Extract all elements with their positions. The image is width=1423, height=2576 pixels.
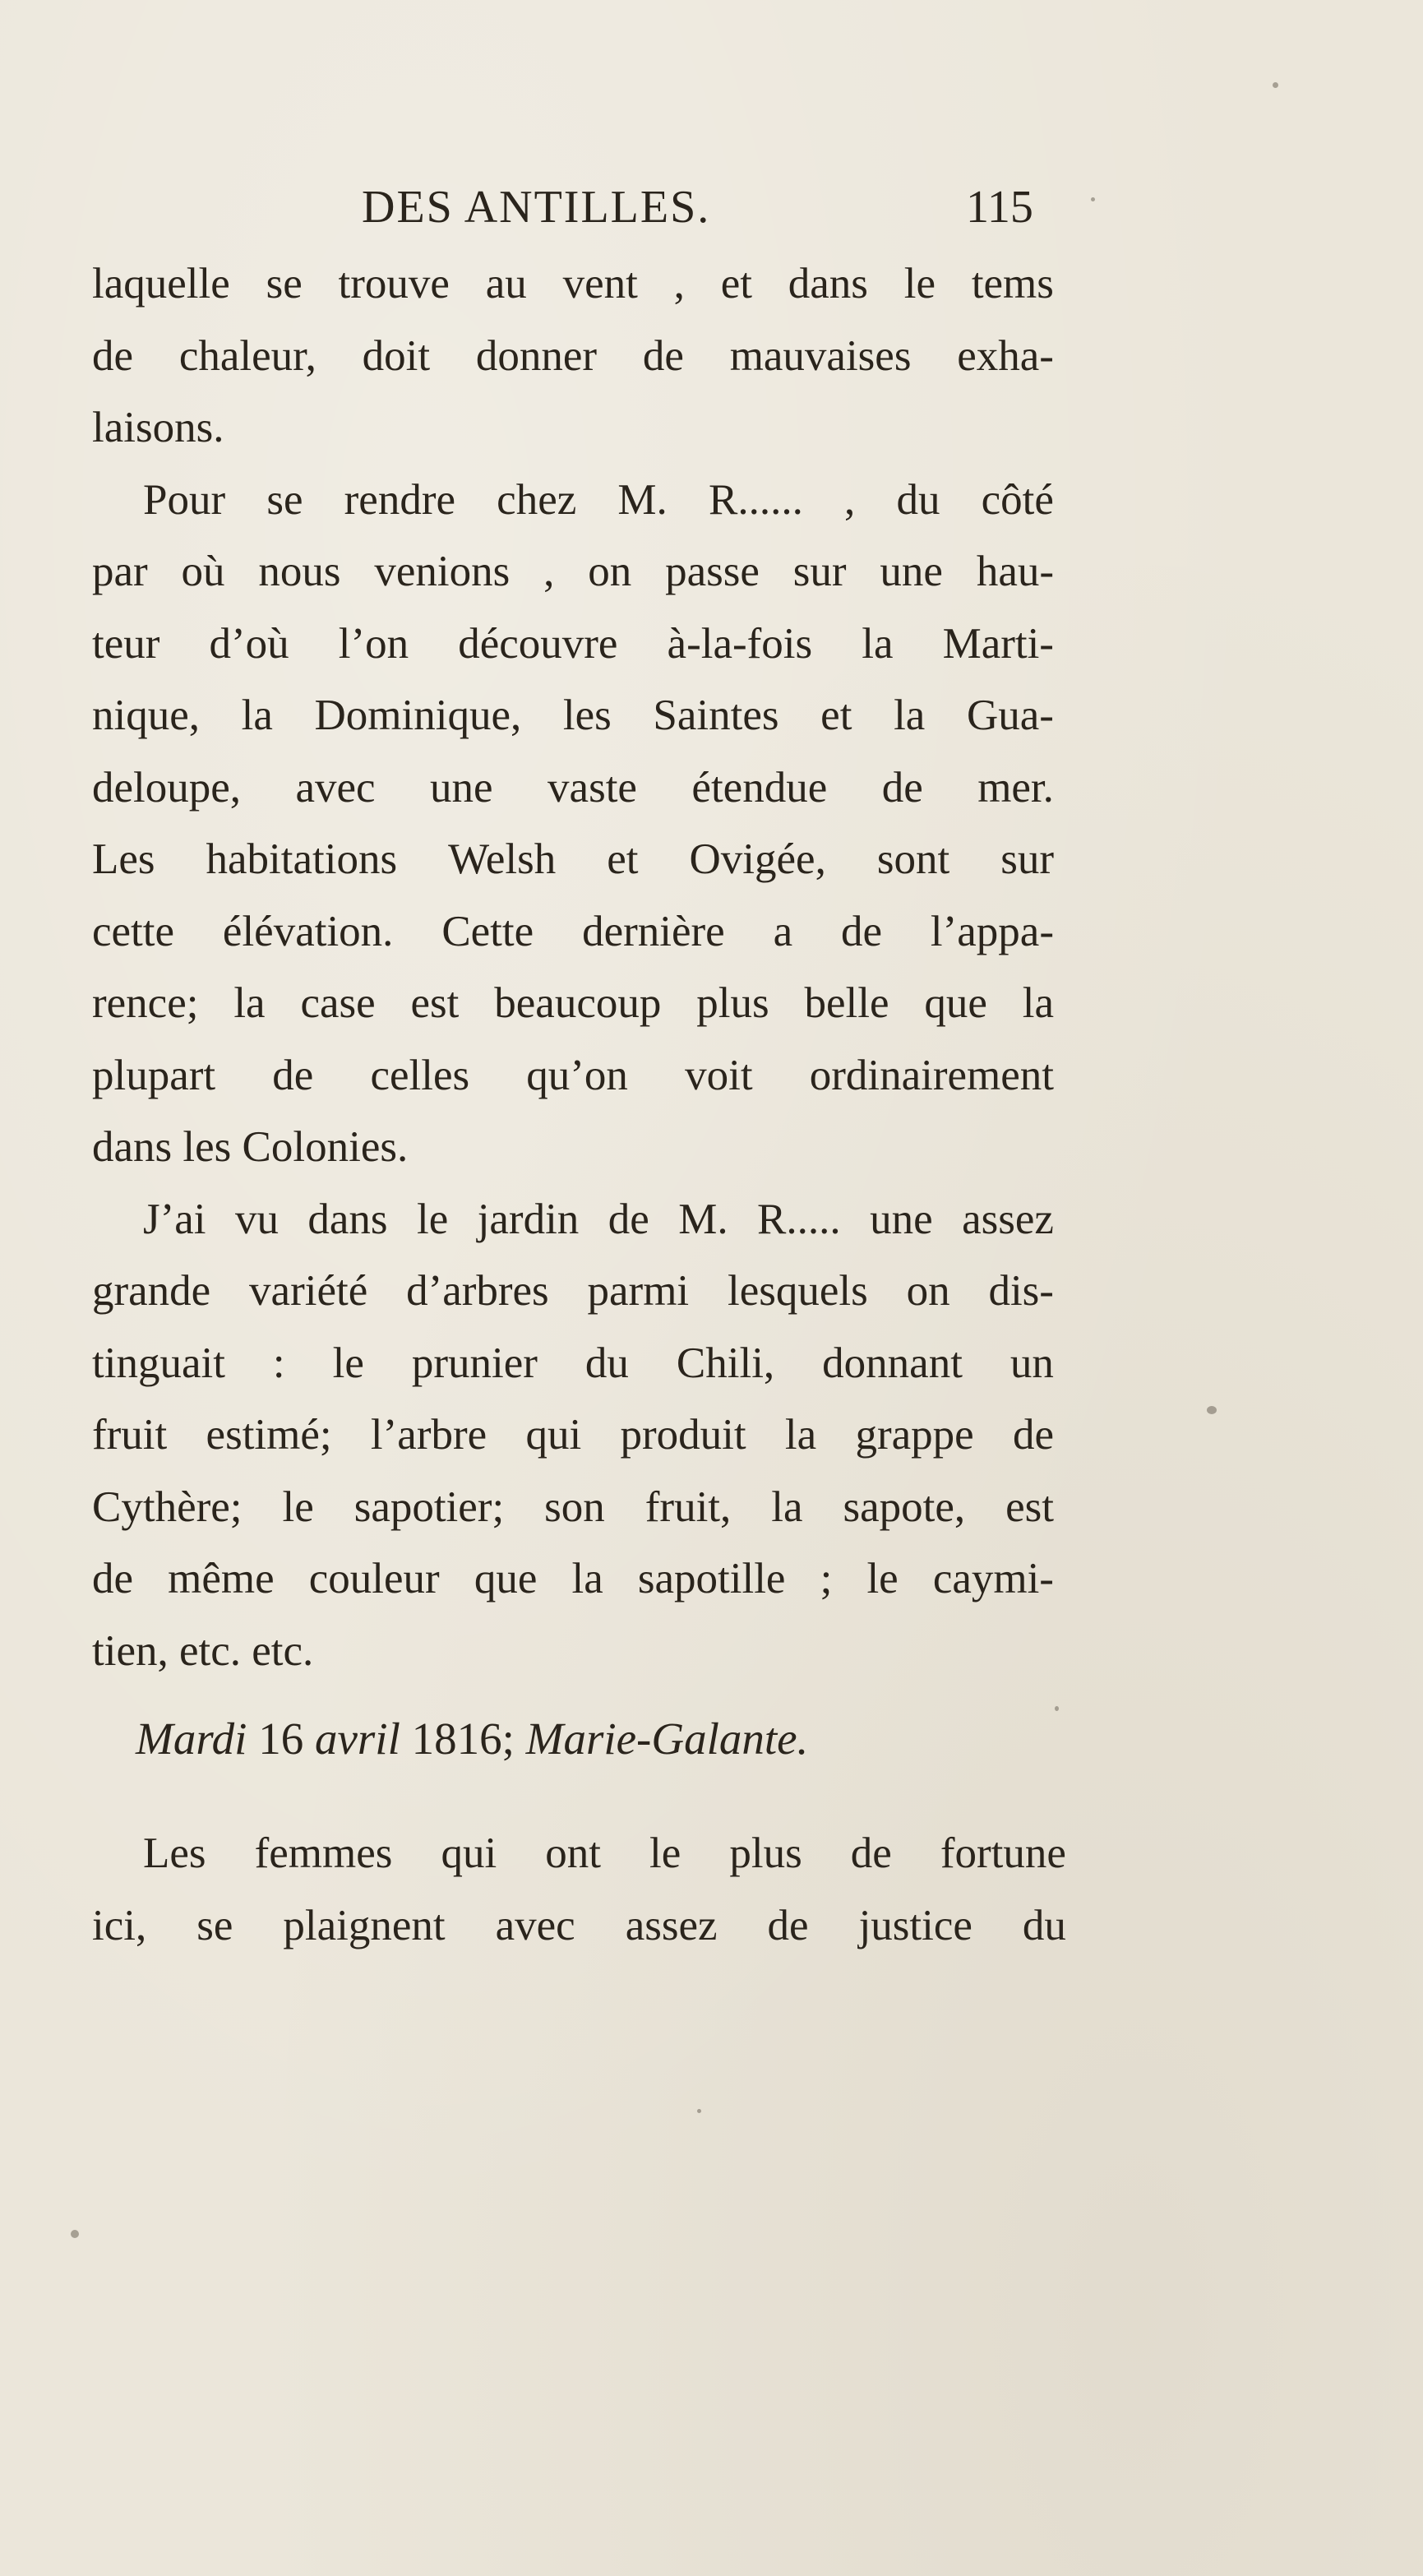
- paper-speck: [1207, 1406, 1217, 1414]
- text-line: dans les Colonies.: [92, 1123, 409, 1171]
- text-line: nique, la Dominique, les Saintes et la Gua-: [92, 691, 1054, 739]
- body-text: [92, 248, 1054, 1687]
- paper-speck: [697, 2109, 701, 2113]
- text-line: par où nous venions , on passe sur une hau-: [92, 548, 1054, 595]
- paper-speck: [1055, 1706, 1059, 1711]
- dateline-heading: [136, 1702, 808, 1776]
- dateline-place: Marie-Galante.: [525, 1713, 809, 1764]
- text-line: Cythère; le sapotier; son fruit, la sapote, est: [92, 1482, 1054, 1531]
- dateline-year: 1816;: [411, 1713, 515, 1764]
- text-line: de chaleur, doit donner de mauvaises exha-: [92, 331, 1054, 380]
- page-number: 115: [966, 182, 1033, 233]
- text-line: de même couleur que la sapotille ; le caymi-: [92, 1555, 1054, 1602]
- text-line: fruit estimé; l’arbre qui produit la grappe de: [92, 1411, 1054, 1459]
- text-line: deloupe, avec une vaste étendue de mer.: [92, 763, 1054, 812]
- text-line: teur d’où l’on découvre à-la-fois la Marti-: [92, 619, 1054, 668]
- dateline-day: Mardi: [136, 1713, 247, 1764]
- text-line: Pour se rendre chez M. R...... , du côté: [143, 475, 1054, 524]
- paper-speck: [71, 2230, 79, 2238]
- text-line: cette élévation. Cette dernière a de l’appa-: [92, 907, 1054, 955]
- final-paragraph: [92, 1817, 1066, 1961]
- dateline-date: 16: [258, 1713, 304, 1764]
- text-line: rence; la case est beaucoup plus belle que la: [92, 979, 1054, 1027]
- text-line: laquelle se trouve au vent , et dans le tems: [92, 260, 1054, 308]
- running-head: DES ANTILLES.: [362, 182, 711, 233]
- text-line: tien, etc. etc.: [92, 1626, 314, 1675]
- dateline-month: avril: [314, 1713, 400, 1764]
- paper-speck: [1273, 82, 1278, 88]
- text-line: laisons.: [92, 404, 224, 451]
- text-line: plupart de celles qu’on voit ordinairement: [92, 1051, 1054, 1099]
- text-line: ici, se plaignent avec assez de justice du: [92, 1901, 1066, 1949]
- text-line: Les habitations Welsh et Ovigée, sont sur: [92, 835, 1054, 883]
- text-line: tinguait : le prunier du Chili, donnant un: [92, 1339, 1054, 1387]
- text-line: J’ai vu dans le jardin de M. R..... une assez: [143, 1195, 1054, 1243]
- text-line: grande variété d’arbres parmi lesquels on dis-: [92, 1267, 1054, 1315]
- paper-speck: [1091, 197, 1095, 201]
- text-line: Les femmes qui ont le plus de fortune: [143, 1829, 1066, 1877]
- page-header: [90, 174, 1060, 240]
